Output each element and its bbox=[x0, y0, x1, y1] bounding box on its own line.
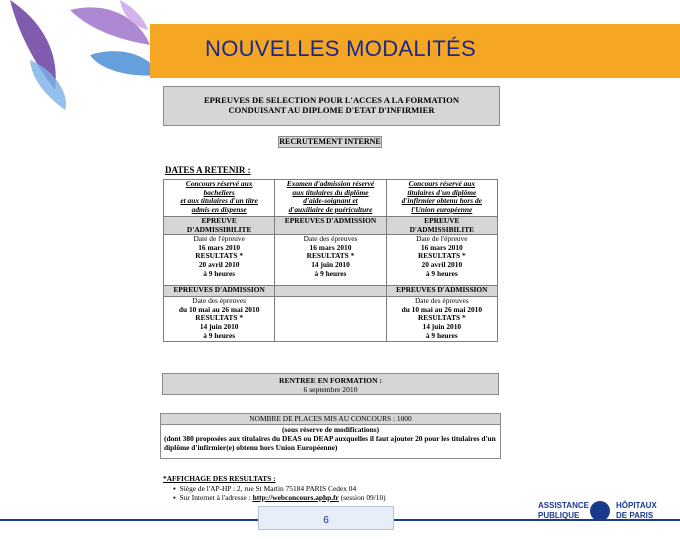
body-line: 14 juin 2010 bbox=[422, 321, 462, 331]
body-line: 20 avril 2010 bbox=[421, 259, 463, 269]
table-row bbox=[164, 235, 498, 286]
rentree-title: RENTREE EN FORMATION : bbox=[278, 376, 382, 385]
section-body bbox=[275, 235, 386, 286]
header-line: bacheliers bbox=[203, 187, 235, 197]
body-line: 16 mars 2010 bbox=[420, 242, 463, 252]
header-line: l'Union européenne bbox=[411, 204, 473, 214]
header-line: Examen d'admission réservé bbox=[286, 179, 375, 188]
body-line: 14 juin 2010 bbox=[311, 259, 350, 269]
header-line: d'auxiliaire de puériculture bbox=[288, 204, 373, 214]
section-body bbox=[164, 235, 275, 286]
section-body bbox=[386, 297, 497, 342]
list-item bbox=[173, 493, 386, 503]
body-line: Date des épreuves bbox=[192, 296, 247, 306]
table-header-row bbox=[164, 180, 498, 217]
heading-line-1: EPREUVES DE SELECTION POUR L'ACCES A LA FORMATION bbox=[203, 95, 460, 105]
section-body bbox=[164, 297, 275, 342]
column-header bbox=[275, 180, 386, 217]
body-line: du 10 mai au 26 mai 2010 bbox=[178, 304, 260, 314]
places-reserve: (sous réserve de modifications) bbox=[281, 425, 380, 434]
section-title: EPREUVES D'ADMISSION bbox=[386, 286, 497, 297]
dates-label: DATES A RETENIR : bbox=[165, 165, 251, 175]
body-line: 16 mars 2010 bbox=[309, 242, 352, 252]
places-detail: (dont 380 proposées aux titulaires du DEAS ou DEAP auxquelles il faut ajouter 20 pour les titulaires d'un diplôme d'infirmier(e) obtenu hors Union Européenne) bbox=[164, 434, 496, 452]
body-line: à 9 heures bbox=[425, 268, 458, 278]
slide-title: NOUVELLES MODALITÉS bbox=[205, 36, 476, 61]
affichage-section bbox=[163, 474, 386, 503]
places-box bbox=[160, 413, 501, 459]
section-title-line: D'ADMISSIBILITE bbox=[409, 224, 475, 234]
header-line: Concours réservé aux bbox=[185, 179, 253, 188]
body-line: RESULTATS * bbox=[306, 251, 355, 261]
body-line: à 9 heures bbox=[425, 330, 458, 340]
body-line: 20 avril 2010 bbox=[198, 259, 240, 269]
empty-cell bbox=[275, 297, 386, 342]
places-title: NOMBRE DE PLACES MIS AU CONCOURS : 1000 bbox=[161, 414, 500, 425]
section-body bbox=[386, 235, 497, 286]
logo-text-line: ASSISTANCE bbox=[538, 501, 589, 510]
list-item-text: Siège de l'AP-HP : 2, rue St Martin 75184 PARIS Cedex 04 bbox=[179, 483, 357, 493]
body-line: Date de l'épreuve bbox=[193, 234, 245, 244]
table-row bbox=[164, 217, 498, 235]
body-line: à 9 heures bbox=[314, 268, 347, 278]
affichage-title: *AFFICHAGE DES RESULTATS : bbox=[163, 474, 276, 483]
body-line: Date de l'épreuve bbox=[416, 234, 468, 244]
body-line: du 10 mai au 26 mai 2010 bbox=[401, 304, 483, 314]
logo-text-line: PUBLIQUE bbox=[538, 511, 580, 520]
logo-text-line: HÔPITAUX bbox=[616, 501, 657, 510]
body-line: RESULTATS * bbox=[195, 313, 244, 323]
column-header bbox=[164, 180, 275, 217]
header-line: d'infirmier obtenu hors de bbox=[401, 196, 482, 206]
body-line: Date des épreuves bbox=[303, 234, 358, 244]
heading-line-2: CONDUISANT AU DIPLOME D'ETAT D'INFIRMIER bbox=[228, 105, 435, 115]
section-title bbox=[275, 217, 386, 235]
body-line: à 9 heures bbox=[203, 268, 236, 278]
document-heading bbox=[163, 86, 500, 126]
aphp-logo bbox=[538, 499, 678, 527]
header-line: admis en dispense bbox=[191, 204, 247, 214]
header-line: aux titulaires du diplôme bbox=[292, 187, 369, 197]
session-text: (session 09/10) bbox=[338, 493, 386, 502]
body-line: RESULTATS * bbox=[417, 251, 466, 261]
rentree-date: 6 septembre 2010 bbox=[303, 385, 358, 394]
header-line: Concours réservé aux bbox=[408, 179, 476, 188]
body-line: 14 juin 2010 bbox=[199, 321, 239, 331]
section-title-line: EPREUVES D'ADMISSION bbox=[284, 216, 377, 225]
header-line: et aux titulaires d'un titre bbox=[180, 196, 258, 206]
section-title bbox=[164, 217, 275, 235]
document-subheading: RECRUTEMENT INTERNE bbox=[279, 137, 381, 146]
list-item-text: Sur Internet à l'adresse : bbox=[179, 493, 253, 502]
section-title bbox=[386, 217, 497, 235]
logo-text-line: DE PARIS bbox=[616, 511, 654, 520]
body-line: RESULTATS * bbox=[417, 313, 466, 323]
body-line: à 9 heures bbox=[203, 330, 236, 340]
dates-table bbox=[163, 179, 498, 342]
section-title-line: EPREUVE bbox=[424, 216, 460, 225]
header-line: titulaires d'un diplôme bbox=[407, 187, 477, 197]
rentree-box bbox=[162, 373, 499, 395]
body-line: RESULTATS * bbox=[195, 251, 244, 261]
body-line: Date des épreuves bbox=[414, 296, 469, 306]
column-header bbox=[386, 180, 497, 217]
table-row bbox=[164, 297, 498, 342]
table-row bbox=[164, 286, 498, 297]
page-number: 6 bbox=[258, 506, 394, 530]
empty-cell bbox=[275, 286, 386, 297]
section-title-line: EPREUVE bbox=[201, 216, 237, 225]
list-item bbox=[173, 484, 386, 494]
header-line: d'aide-soignant et bbox=[303, 196, 358, 206]
logo-emblem-icon bbox=[590, 501, 610, 521]
section-title: EPREUVES D'ADMISSION bbox=[164, 286, 275, 297]
body-line: 16 mars 2010 bbox=[198, 242, 241, 252]
section-title-line: D'ADMISSIBILITE bbox=[186, 224, 252, 234]
results-link[interactable]: http://webconcours.aphp.fr bbox=[252, 493, 339, 502]
affichage-list bbox=[163, 484, 386, 503]
